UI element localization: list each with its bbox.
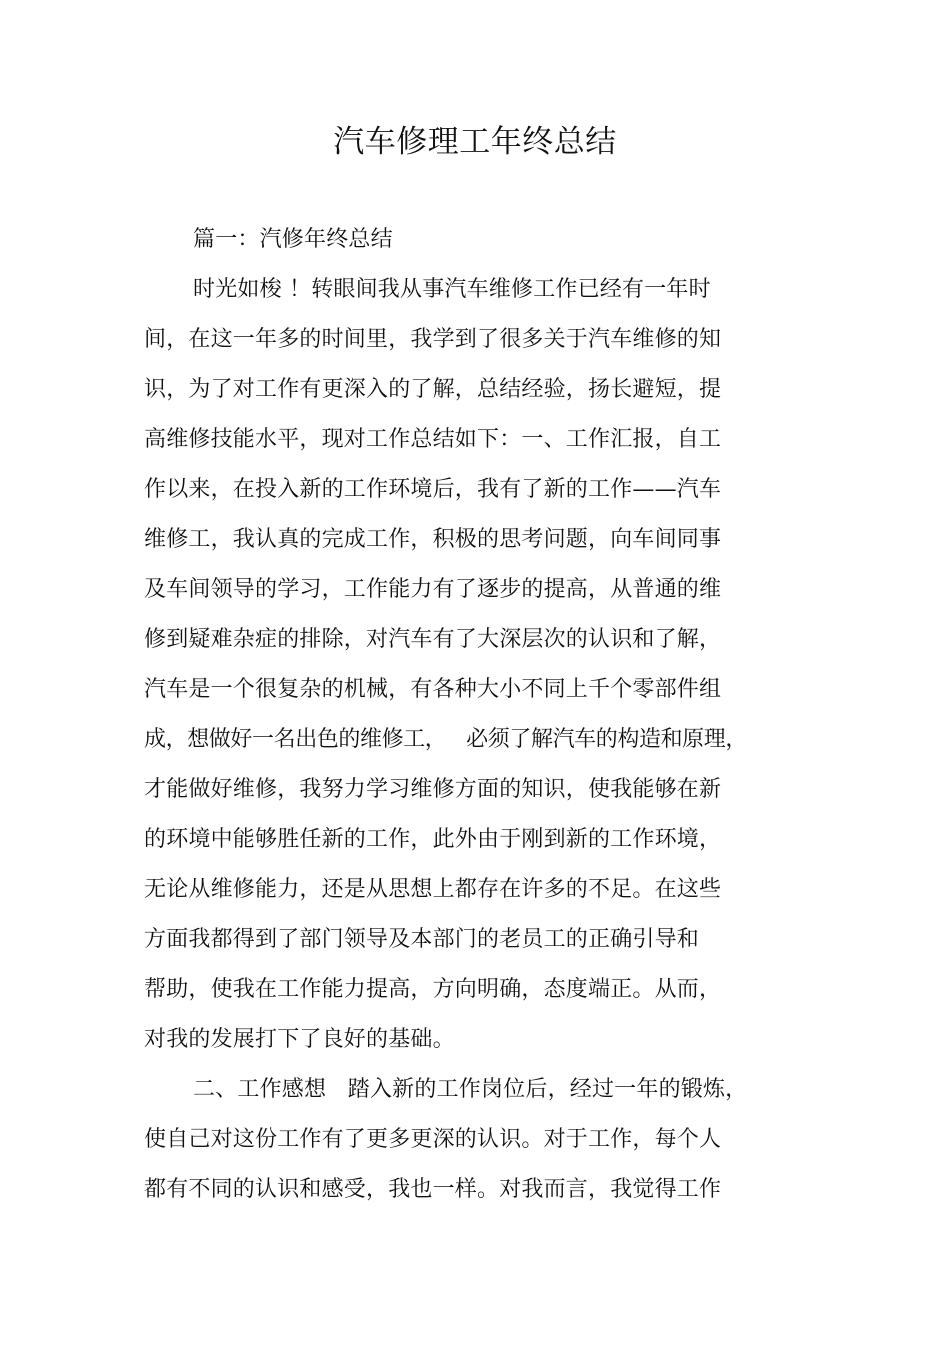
text-line: 才能做好维修，我努力学习维修方面的知识，使我能够在新 [144, 777, 722, 802]
text-line: 修到疑难杂症的排除，对汽车有了大深层次的认识和了解， [144, 627, 722, 652]
text-line: 对我的发展打下了良好的基础。 [144, 1027, 455, 1052]
text-line: 篇一：汽修年终总结 [193, 227, 393, 252]
text-line: 使自己对这份工作有了更多更深的认识。对于工作，每个人 [144, 1127, 722, 1152]
text-line: 方面我都得到了部门领导及本部门的老员工的正确引导和 [144, 927, 700, 952]
text-line: 成，想做好一名出色的维修工， 必须了解汽车的构造和原理， [144, 727, 747, 752]
text-line: 无论从维修能力，还是从思想上都存在许多的不足。在这些 [144, 877, 722, 902]
text-line: 作以来，在投入新的工作环境后，我有了新的工作——汽车 [144, 477, 722, 502]
text-line: 高维修技能水平，现对工作总结如下：一、工作汇报，自工 [144, 427, 722, 452]
text-line: 及车间领导的学习，工作能力有了逐步的提高，从普通的维 [144, 577, 722, 602]
text-line: 的环境中能够胜任新的工作，此外由于刚到新的工作环境， [144, 827, 722, 852]
text-line: 间，在这一年多的时间里，我学到了很多关于汽车维修的知 [144, 327, 722, 352]
text-line: 汽车是一个很复杂的机械，有各种大小不同上千个零部件组 [144, 677, 722, 702]
text-line: 帮助，使我在工作能力提高，方向明确，态度端正。从而， [144, 977, 722, 1002]
text-line: 维修工，我认真的完成工作，积极的思考问题，向车间同事 [144, 527, 722, 552]
text-line: 二、工作感想 踏入新的工作岗位后，经过一年的锻炼， [193, 1077, 748, 1102]
document-title: 汽车修理工年终总结 [333, 124, 617, 160]
text-line: 识，为了对工作有更深入的了解，总结经验，扬长避短，提 [144, 377, 722, 402]
text-line: 都有不同的认识和感受，我也一样。对我而言，我觉得工作 [144, 1177, 722, 1202]
text-line: 时光如梭 ！转眼间我从事汽车维修工作已经有一年时 [193, 277, 711, 302]
